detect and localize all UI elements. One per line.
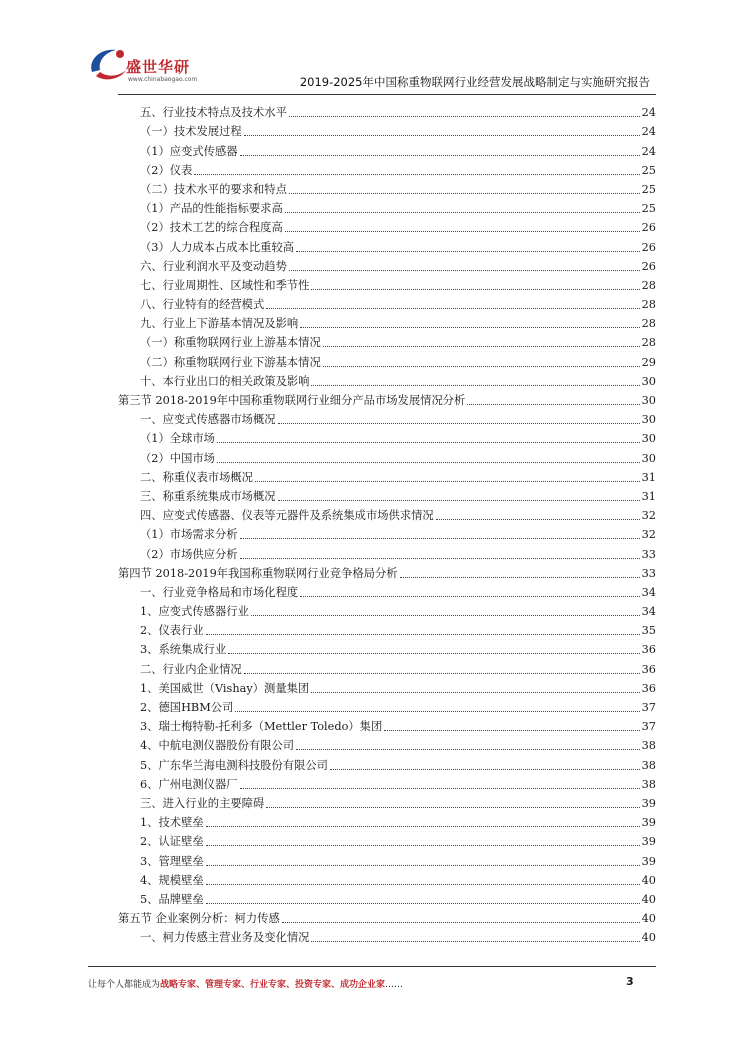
toc-leader-dots: [244, 673, 640, 674]
toc-leader-dots: [311, 941, 639, 942]
toc-entry-page: 38: [641, 777, 656, 791]
toc-leader-dots: [206, 903, 640, 904]
toc-entry-page: 38: [641, 758, 656, 772]
toc-entry[interactable]: [118, 734, 656, 753]
toc-entry-page: 26: [641, 259, 656, 273]
toc-entry-page: 38: [641, 739, 656, 753]
toc-leader-dots: [194, 174, 639, 175]
toc-entry-page: 37: [641, 701, 656, 714]
footer-highlight: 战略专家、管理专家、行业专家、投资专家、成功企业家: [160, 980, 386, 990]
toc-entry-page: 36: [641, 643, 656, 657]
toc-entry[interactable]: [118, 792, 656, 811]
toc-entry-page: 33: [641, 547, 656, 561]
footer-prefix: 让每个人都能成为: [88, 980, 161, 990]
toc-entry-label: （2）技术工艺的综合程度高: [140, 221, 283, 235]
toc-leader-dots: [311, 289, 639, 290]
toc-entry[interactable]: [118, 849, 656, 868]
toc-leader-dots: [282, 922, 640, 923]
toc-entry-label: 3、系统集成行业: [140, 643, 227, 657]
toc-entry-label: 三、进入行业的主要障碍: [140, 796, 265, 810]
document-title: 2019-2025年中国称重物联网行业经营发展战略制定与实施研究报告: [299, 75, 650, 89]
toc-entry-label: （二）称重物联网行业下游基本情况: [140, 355, 321, 369]
toc-entry-page: 31: [641, 489, 656, 503]
toc-entry[interactable]: [118, 101, 656, 120]
toc-entry[interactable]: [118, 657, 656, 676]
toc-entry-label: 4、规模壁垒: [140, 873, 204, 887]
toc-entry[interactable]: [118, 159, 656, 178]
footer-divider: [88, 966, 656, 967]
toc-entry-page: 24: [641, 106, 656, 120]
toc-leader-dots: [278, 500, 640, 501]
toc-entry-page: 34: [641, 605, 656, 619]
table-of-contents: [118, 101, 656, 945]
toc-entry-page: 39: [641, 796, 656, 810]
toc-entry-page: 40: [641, 873, 656, 887]
toc-leader-dots: [240, 788, 640, 789]
toc-leader-dots: [240, 558, 640, 559]
toc-leader-dots: [467, 404, 639, 405]
toc-entry-label: 一、应变式传感器市场概况: [140, 413, 276, 427]
toc-entry-page: 39: [641, 854, 656, 868]
toc-entry-page: 32: [641, 509, 656, 523]
toc-entry-label: 6、广州电测仪器厂: [140, 777, 238, 791]
toc-leader-dots: [235, 711, 639, 712]
toc-entry[interactable]: [118, 197, 656, 216]
toc-leader-dots: [206, 634, 640, 635]
toc-leader-dots: [228, 653, 639, 654]
toc-entry[interactable]: [118, 696, 656, 715]
toc-entry-page: 25: [641, 182, 656, 196]
toc-entry-page: 35: [641, 624, 656, 638]
footer-suffix: ……: [385, 980, 404, 990]
toc-entry-page: 40: [641, 931, 656, 945]
footer-slogan: [88, 977, 403, 990]
toc-entry-page: 32: [641, 528, 656, 542]
toc-entry-label: 五、行业技术特点及技术水平: [140, 106, 287, 120]
toc-entry[interactable]: [118, 293, 656, 312]
toc-entry[interactable]: [118, 869, 656, 888]
toc-leader-dots: [300, 596, 639, 597]
toc-leader-dots: [217, 442, 640, 443]
toc-entry[interactable]: [118, 466, 656, 485]
toc-entry[interactable]: [118, 907, 656, 926]
toc-entry-label: 二、称重仪表市场概况: [140, 470, 253, 484]
toc-entry-page: 36: [641, 662, 656, 676]
toc-entry[interactable]: [118, 888, 656, 907]
toc-entry-page: 30: [641, 432, 656, 446]
toc-entry-label: 第三节 2018-2019年中国称重物联网行业细分产品市场发展情况分析: [118, 394, 466, 407]
toc-leader-dots: [323, 346, 640, 347]
toc-entry-label: 四、应变式传感器、仪表等元器件及系统集成市场供求情况: [140, 509, 434, 523]
toc-entry-label: 九、行业上下游基本情况及影响: [140, 317, 299, 331]
toc-entry[interactable]: [118, 523, 656, 542]
toc-leader-dots: [217, 462, 640, 463]
toc-leader-dots: [285, 212, 640, 213]
toc-entry-label: 六、行业利润水平及变动趋势: [140, 259, 287, 273]
toc-entry[interactable]: [118, 619, 656, 638]
toc-entry-page: 30: [641, 413, 656, 427]
toc-entry[interactable]: [118, 542, 656, 561]
toc-entry[interactable]: [118, 753, 656, 772]
toc-entry[interactable]: [118, 427, 656, 446]
logo-url: www.chinabaogao.com: [128, 76, 198, 83]
toc-entry[interactable]: [118, 600, 656, 619]
toc-entry-label: 八、行业特有的经营模式: [140, 298, 265, 312]
toc-entry-label: （一）称重物联网行业上游基本情况: [140, 336, 321, 350]
toc-entry-label: 二、行业内企业情况: [140, 662, 242, 676]
toc-entry-label: 1、美国威世（Vishay）测量集团: [140, 681, 310, 695]
toc-entry-label: 5、品牌壁垒: [140, 892, 204, 906]
toc-leader-dots: [251, 615, 640, 616]
toc-entry[interactable]: [118, 638, 656, 657]
toc-entry[interactable]: [118, 331, 656, 350]
toc-entry[interactable]: [118, 562, 656, 581]
toc-entry[interactable]: [118, 830, 656, 849]
toc-leader-dots: [311, 385, 639, 386]
toc-entry-page: 26: [641, 240, 656, 254]
toc-leader-dots: [289, 116, 640, 117]
toc-entry[interactable]: [118, 216, 656, 235]
toc-entry-label: （2）中国市场: [140, 451, 215, 465]
toc-entry-page: 28: [641, 278, 656, 292]
toc-entry-label: 1、技术壁垒: [140, 816, 204, 830]
toc-entry[interactable]: [118, 504, 656, 523]
header-divider: [118, 94, 656, 95]
toc-entry[interactable]: [118, 255, 656, 274]
toc-entry-label: 3、管理壁垒: [140, 854, 204, 868]
toc-leader-dots: [240, 538, 640, 539]
toc-entry-label: 七、行业周期性、区域性和季节性: [140, 278, 310, 292]
toc-entry-page: 24: [641, 144, 656, 158]
toc-leader-dots: [285, 231, 640, 232]
toc-entry-label: 2、认证壁垒: [140, 835, 204, 849]
toc-entry-page: 31: [641, 470, 656, 484]
toc-entry[interactable]: [118, 485, 656, 504]
toc-entry[interactable]: [118, 120, 656, 139]
toc-entry[interactable]: [118, 446, 656, 465]
toc-leader-dots: [323, 366, 640, 367]
toc-entry-label: 1、应变式传感器行业: [140, 605, 249, 619]
toc-entry-label: （1）应变式传感器: [140, 144, 238, 158]
company-logo: [86, 42, 216, 92]
toc-leader-dots: [278, 423, 640, 424]
page-number: 3: [626, 975, 634, 988]
toc-entry-page: 36: [641, 681, 656, 695]
page-header: [0, 0, 744, 98]
toc-entry-label: 第四节 2018-2019年我国称重物联网行业竞争格局分析: [118, 566, 398, 580]
toc-leader-dots: [384, 730, 639, 731]
toc-entry[interactable]: [118, 312, 656, 331]
toc-leader-dots: [300, 327, 639, 328]
toc-entry-page: 30: [641, 451, 656, 465]
toc-leader-dots: [296, 251, 640, 252]
toc-entry[interactable]: [118, 581, 656, 600]
toc-entry[interactable]: [118, 677, 656, 696]
toc-entry-page: 30: [641, 394, 656, 407]
toc-entry-label: 2、仪表行业: [140, 624, 204, 638]
toc-leader-dots: [296, 749, 640, 750]
toc-entry-label: （1）产品的性能指标要求高: [140, 202, 283, 216]
toc-entry[interactable]: [118, 408, 656, 427]
toc-entry-label: 4、中航电测仪器股份有限公司: [140, 739, 295, 753]
toc-entry-page: 40: [641, 912, 656, 926]
toc-entry[interactable]: [118, 811, 656, 830]
toc-entry-label: 2、德国HBM公司: [140, 701, 234, 714]
toc-leader-dots: [289, 270, 640, 271]
toc-entry-page: 39: [641, 835, 656, 849]
toc-entry-label: 三、称重系统集成市场概况: [140, 489, 276, 503]
toc-entry-page: 30: [641, 374, 656, 388]
toc-entry-label: 一、行业竞争格局和市场化程度: [140, 585, 299, 599]
toc-leader-dots: [206, 884, 640, 885]
toc-entry-page: 37: [641, 720, 656, 734]
toc-entry-label: （一）技术发展过程: [140, 125, 242, 139]
toc-leader-dots: [206, 826, 640, 827]
toc-leader-dots: [266, 308, 639, 309]
toc-entry-page: 33: [641, 566, 656, 580]
toc-leader-dots: [206, 845, 640, 846]
toc-entry[interactable]: [118, 773, 656, 792]
toc-entry-page: 28: [641, 298, 656, 312]
toc-entry-page: 29: [641, 355, 656, 369]
toc-leader-dots: [255, 481, 640, 482]
toc-entry-page: 28: [641, 317, 656, 331]
toc-entry[interactable]: [118, 389, 656, 408]
toc-entry-page: 34: [641, 585, 656, 599]
toc-entry-label: （2）仪表: [140, 163, 193, 177]
toc-entry-label: （3）人力成本占成本比重较高: [140, 240, 295, 254]
toc-entry-page: 24: [641, 125, 656, 139]
toc-entry-label: 3、瑞士梅特勒-托利多（Mettler Toledo）集团: [140, 720, 383, 734]
toc-entry-label: （1）市场需求分析: [140, 528, 238, 542]
toc-entry-page: 28: [641, 336, 656, 350]
toc-entry-page: 26: [641, 221, 656, 235]
toc-leader-dots: [289, 193, 640, 194]
toc-entry[interactable]: [118, 350, 656, 369]
toc-leader-dots: [244, 135, 640, 136]
toc-entry-page: 40: [641, 892, 656, 906]
toc-entry[interactable]: [118, 178, 656, 197]
toc-leader-dots: [400, 577, 640, 578]
toc-entry-label: 5、广东华兰海电测科技股份有限公司: [140, 758, 328, 772]
toc-entry-label: （1）全球市场: [140, 432, 215, 446]
toc-leader-dots: [330, 769, 640, 770]
toc-entry[interactable]: [118, 715, 656, 734]
toc-leader-dots: [311, 692, 639, 693]
toc-leader-dots: [240, 155, 640, 156]
toc-entry-page: 39: [641, 816, 656, 830]
toc-leader-dots: [206, 865, 640, 866]
toc-entry[interactable]: [118, 370, 656, 389]
toc-entry-label: 十、本行业出口的相关政策及影响: [140, 374, 310, 388]
toc-entry-label: （二）技术水平的要求和特点: [140, 182, 287, 196]
toc-entry[interactable]: [118, 235, 656, 254]
toc-entry[interactable]: [118, 926, 656, 945]
toc-entry-page: 25: [641, 202, 656, 216]
toc-entry-label: （2）市场供应分析: [140, 547, 238, 561]
logo-text: 盛世华研: [126, 58, 191, 76]
toc-entry[interactable]: [118, 139, 656, 158]
toc-entry-page: 25: [641, 163, 656, 177]
toc-entry-label: 第五节 企业案例分析：柯力传感: [118, 912, 280, 926]
toc-leader-dots: [266, 807, 639, 808]
toc-entry[interactable]: [118, 274, 656, 293]
toc-leader-dots: [436, 519, 640, 520]
toc-entry-label: 一、柯力传感主营业务及变化情况: [140, 931, 310, 945]
